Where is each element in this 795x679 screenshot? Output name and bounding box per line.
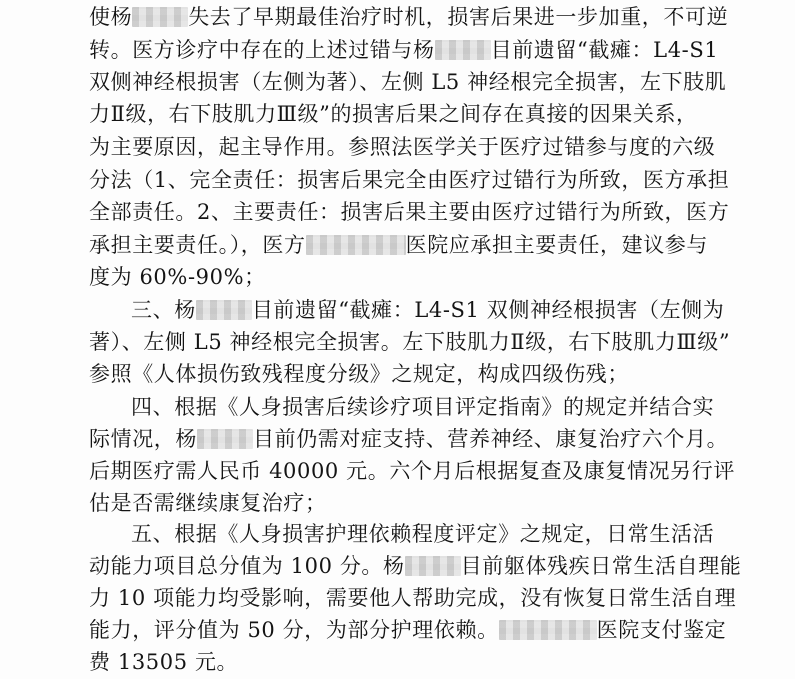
text-segment: 参照《人体损伤致残程度分级》之规定，构成四级伤残； bbox=[89, 362, 629, 386]
text-segment: 能力，评分值为 50 分，为部分护理依赖。 bbox=[89, 618, 499, 642]
text-line-14 bbox=[89, 425, 728, 453]
text-line-21 bbox=[89, 648, 238, 676]
text-segment: 著）、左侧 L5 神经根完全损害。左下肢肌力Ⅱ级，右下肢肌力Ⅲ级” bbox=[89, 330, 731, 354]
text-segment: 目前躯体残疾日常生活自理能 bbox=[460, 554, 742, 578]
text-segment: 目前遗留“截瘫：L4-S1 bbox=[490, 38, 719, 62]
text-segment: 分法（1、完全责任：损害后果完全由医疗过错行为所致，医方承担 bbox=[89, 168, 730, 192]
text-segment: 医院应承担主要责任，建议参与 bbox=[405, 233, 709, 257]
text-line-13 bbox=[131, 393, 714, 421]
text-segment: 转。医方诊疗中存在的上述过错与杨 bbox=[89, 38, 435, 62]
text-segment: 四、根据《人身损害后续诊疗项目评定指南》的规定并结合实 bbox=[131, 395, 715, 419]
text-segment: 力Ⅱ级，右下肢肌力Ⅲ级”的损害后果之间存在真接的因果关系， bbox=[89, 102, 698, 126]
redacted-name bbox=[196, 300, 252, 320]
text-segment: 医院支付鉴定 bbox=[596, 618, 727, 642]
redacted-name bbox=[132, 7, 188, 27]
text-segment: 为主要原因，起主导作用。参照法医学关于医疗过错参与度的六级 bbox=[89, 135, 716, 159]
text-line-16 bbox=[89, 489, 327, 517]
text-line-17 bbox=[131, 520, 714, 548]
text-segment: 目前遗留“截瘫：L4-S1 双侧神经根损害（左侧为 bbox=[251, 298, 725, 322]
redacted-name bbox=[405, 556, 461, 576]
text-segment: 后期医疗需人民币 40000 元。六个月后根据复查及康复情况另行评 bbox=[89, 459, 735, 483]
text-line-5 bbox=[89, 133, 715, 161]
text-line-12 bbox=[89, 360, 629, 388]
text-line-1 bbox=[89, 3, 728, 31]
text-segment: 三、杨 bbox=[131, 298, 196, 322]
text-segment: 费 13505 元。 bbox=[89, 650, 239, 674]
text-line-3 bbox=[89, 68, 726, 96]
redacted-hospital bbox=[306, 235, 406, 255]
text-segment: 全部责任。2、主要责任：损害后果主要由医疗过错行为所致，医方 bbox=[89, 200, 730, 224]
text-line-10 bbox=[131, 296, 724, 324]
text-segment: 五、根据《人身损害护理依赖程度评定》之规定，日常生活活 bbox=[131, 522, 715, 546]
text-segment: 使杨 bbox=[89, 5, 133, 29]
text-line-18 bbox=[89, 552, 741, 580]
redacted-hospital bbox=[499, 620, 597, 640]
text-line-8 bbox=[89, 231, 708, 259]
redacted-name bbox=[435, 40, 491, 60]
text-segment: 目前仍需对症支持、营养神经、康复治疗六个月。 bbox=[253, 427, 729, 451]
text-segment: 估是否需继续康复治疗； bbox=[89, 491, 327, 515]
text-segment: 失去了早期最佳治疗时机，损害后果进一步加重，不可逆 bbox=[188, 5, 729, 29]
text-line-20 bbox=[89, 616, 726, 644]
text-segment: 动能力项目总分值为 100 分。杨 bbox=[89, 554, 405, 578]
text-segment: 双侧神经根损害（左侧为著）、左侧 L5 神经根完全损害，左下肢肌 bbox=[89, 70, 727, 94]
text-line-4 bbox=[89, 100, 698, 128]
text-line-15 bbox=[89, 457, 735, 485]
text-line-9 bbox=[89, 263, 266, 291]
text-line-6 bbox=[89, 166, 729, 194]
text-segment: 度为 60%-90%； bbox=[89, 265, 266, 289]
text-line-2 bbox=[89, 36, 718, 64]
text-line-11 bbox=[89, 328, 730, 356]
text-segment: 力 10 项能力均受影响，需要他人帮助完成，没有恢复日常生活自理 bbox=[89, 586, 737, 610]
text-line-19 bbox=[89, 584, 736, 612]
text-line-7 bbox=[89, 198, 729, 226]
text-segment: 际情况，杨 bbox=[89, 427, 197, 451]
redacted-name bbox=[197, 429, 253, 449]
text-segment: 承担主要责任。），医方 bbox=[89, 233, 306, 257]
